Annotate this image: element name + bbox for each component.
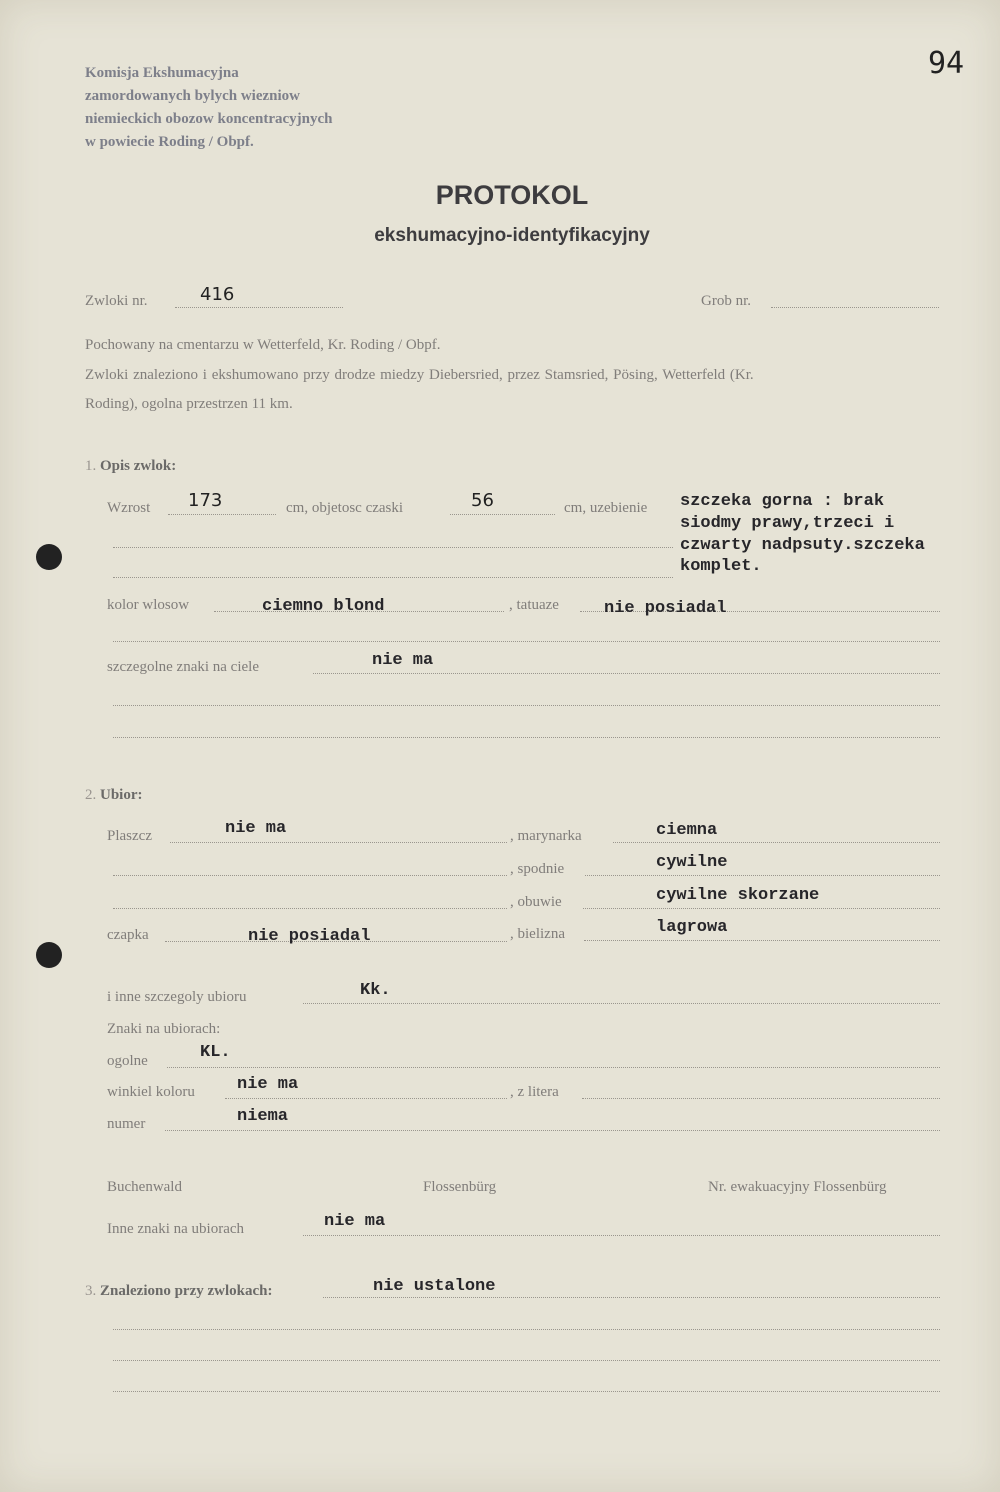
tatuaze-value: nie posiadal [604, 599, 727, 618]
obuwie-value: cywilne skorzane [656, 886, 820, 905]
blank-line [113, 908, 507, 909]
marynarka-label: , marynarka [510, 828, 582, 844]
spodnie-label: , spodnie [510, 861, 565, 877]
bielizna-line [584, 940, 940, 941]
numer-label: numer [107, 1116, 146, 1132]
section2-title: Ubior: [100, 787, 143, 803]
section2-heading [85, 787, 143, 804]
document-title: PROTOKOL [435, 180, 589, 210]
header-line-4: w powiecie Roding / Obpf. [85, 134, 254, 150]
blank-line [113, 737, 940, 738]
section1-title: Opis zwlok: [100, 458, 177, 474]
wzrost-value: 173 [188, 490, 223, 511]
plaszcz-value: nie ma [225, 819, 287, 838]
flossenburg-label: Flossenbürg [423, 1179, 497, 1195]
winkiel-value: nie ma [237, 1075, 299, 1094]
inne-znaki-label: Inne znaki na ubiorach [107, 1221, 245, 1237]
inne-szczegoly-label: i inne szczegoly ubioru [107, 989, 247, 1005]
punch-hole [36, 942, 62, 968]
spodnie-line [585, 875, 940, 876]
czapka-label: czapka [107, 927, 149, 943]
ogolne-value: KL. [200, 1043, 231, 1062]
litera-line [582, 1098, 940, 1099]
wzrost-line [168, 514, 276, 515]
plaszcz-line [170, 842, 507, 843]
page-number: 94 [928, 46, 965, 81]
inne-znaki-line [303, 1235, 940, 1236]
pochowany-text: Pochowany na cmentarzu w Wetterfeld, Kr. Roding / Obpf. [85, 337, 441, 353]
wzrost-label: Wzrost [107, 500, 151, 516]
spodnie-value: cywilne [656, 853, 728, 872]
zwloki-line [175, 307, 343, 308]
znaki-line [313, 673, 940, 674]
section3-title: Znaleziono przy zwlokach: [100, 1283, 273, 1299]
winkiel-line [225, 1098, 507, 1099]
header-line-3: niemieckich obozow koncentracyjnych [85, 111, 333, 127]
header-line-2: zamordowanych bylych wiezniow [85, 88, 300, 104]
bielizna-value: lagrowa [656, 918, 728, 937]
bielizna-label: , bielizna [510, 926, 565, 942]
kolor-value: ciemno blond [262, 597, 385, 616]
blank-line [113, 705, 940, 706]
uzebienie-row-line [113, 547, 673, 548]
uzebienie-line-2: siodmy prawy,trzeci i [680, 514, 895, 533]
zwloki-label: Zwloki nr. [85, 293, 148, 309]
ogolne-line [167, 1067, 940, 1068]
plaszcz-label: Plaszcz [107, 828, 152, 844]
uzebienie-line-4: komplet. [680, 557, 762, 576]
inne-znaki-value: nie ma [324, 1212, 386, 1231]
inne-szczegoly-line [303, 1003, 940, 1004]
kolor-label: kolor wlosow [107, 597, 190, 613]
czaska-label: cm, objetosc czaski [286, 500, 404, 516]
znaleziono-line-2: Roding), ogolna przestrzen 11 km. [85, 396, 293, 412]
zwloki-value: 416 [200, 284, 235, 305]
blank-line [113, 1391, 940, 1392]
uzebienie-line-3: czwarty nadpsuty.szczeka [680, 536, 925, 555]
ogolne-label: ogolne [107, 1053, 148, 1069]
znaki-ubior-label: Znaki na ubiorach: [107, 1021, 221, 1037]
znaki-value: nie ma [372, 651, 434, 670]
marynarka-line [613, 842, 940, 843]
grob-line [771, 307, 939, 308]
section1-number: 1. [85, 458, 97, 474]
blank-line [113, 1360, 940, 1361]
grob-label: Grob nr. [701, 293, 751, 309]
uzebienie-label: cm, uzebienie [564, 500, 648, 516]
ewakuacyjny-label: Nr. ewakuacyjny Flossenbürg [708, 1179, 887, 1195]
blank-line [113, 875, 507, 876]
section3-heading [85, 1283, 273, 1300]
section3-value: nie ustalone [373, 1277, 496, 1296]
numer-line [165, 1130, 940, 1131]
uzebienie-row-line-2 [113, 577, 673, 578]
section2-number: 2. [85, 787, 97, 803]
section3-number: 3. [85, 1283, 97, 1299]
czapka-value: nie posiadal [248, 927, 371, 946]
uzebienie-line-1: szczeka gorna : brak [680, 492, 885, 511]
obuwie-label: , obuwie [510, 894, 562, 910]
obuwie-line [583, 908, 940, 909]
czaska-line [450, 514, 555, 515]
inne-szczegoly-value: Kk. [360, 981, 391, 1000]
litera-label: , z litera [510, 1084, 559, 1100]
numer-value: niema [237, 1107, 289, 1126]
document-subtitle: ekshumacyjno-identyfikacyjny [374, 225, 650, 246]
czaska-value: 56 [471, 490, 494, 511]
section1-heading [85, 458, 176, 475]
buchenwald-label: Buchenwald [107, 1179, 182, 1195]
marynarka-value: ciemna [656, 821, 718, 840]
punch-hole [36, 544, 62, 570]
winkiel-label: winkiel koloru [107, 1084, 195, 1100]
header-line-1: Komisja Ekshumacyjna [85, 65, 239, 81]
section3-line [323, 1297, 940, 1298]
blank-line [113, 1329, 940, 1330]
blank-line [113, 641, 940, 642]
znaki-label: szczegolne znaki na ciele [107, 659, 259, 675]
tatuaze-label: , tatuaze [509, 597, 559, 613]
znaleziono-line-1: Zwloki znaleziono i ekshumowano przy drodze miedzy Diebersried, przez Stamsried, Pösing, Wetterfeld (Kr. [85, 367, 754, 383]
